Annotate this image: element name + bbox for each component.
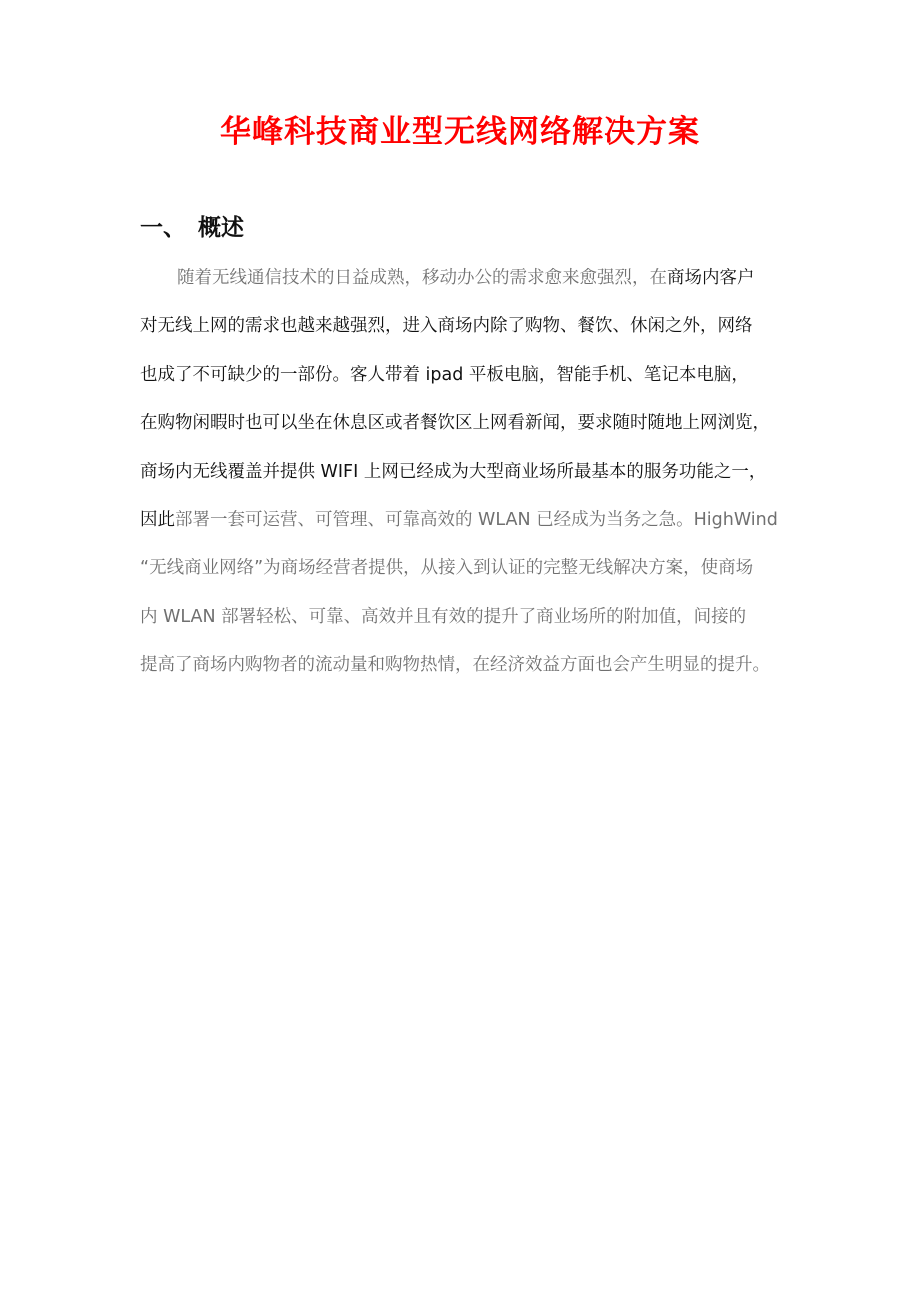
section-heading bbox=[140, 210, 244, 246]
paragraph-line-7: “无线商业网络”为商场经营者提供，从接入到认证的完整无线解决方案，使商场 bbox=[140, 558, 754, 579]
paragraph-text: 商场内客户 bbox=[667, 268, 755, 288]
paragraph-text: 因此 bbox=[140, 509, 175, 530]
section-title: 概述 bbox=[198, 215, 244, 241]
paragraph-line-6 bbox=[140, 504, 800, 552]
paragraph-line-1 bbox=[140, 262, 800, 310]
paragraph-line-9: 提高了商场内购物者的流动量和购物热情，在经济效益方面也会产生明显的提升。 bbox=[140, 655, 770, 676]
paragraph-line-8: 内 WLAN 部署轻松、可靠、高效并且有效的提升了商业场所的附加值，间接的 bbox=[140, 606, 747, 627]
paragraph-line-2: 对无线上网的需求也越来越强烈，进入商场内除了购物、餐饮、休闲之外，网络 bbox=[140, 316, 753, 337]
paragraph-line-5: 商场内无线覆盖并提供 WIFI 上网已经成为大型商业场所最基本的服务功能之一， bbox=[140, 461, 767, 482]
paragraph-line-3: 也成了不可缺少的一部份。客人带着 ipad 平板电脑，智能手机、笔记本电脑， bbox=[140, 364, 749, 385]
paragraph-text: 随着无线通信技术的日益成熟，移动办公的需求愈来愈强烈，在 bbox=[177, 268, 667, 288]
overview-paragraph bbox=[140, 262, 800, 698]
section-number: 一、 bbox=[140, 215, 186, 241]
paragraph-line-4: 在购物闲暇时也可以坐在休息区或者餐饮区上网看新闻，要求随时随地上网浏览， bbox=[140, 413, 770, 434]
document-title: 华峰科技商业型无线网络解决方案 bbox=[220, 114, 700, 150]
paragraph-text: 部署一套可运营、可管理、可靠高效的 WLAN 已经成为当务之急。HighWind bbox=[175, 509, 778, 530]
